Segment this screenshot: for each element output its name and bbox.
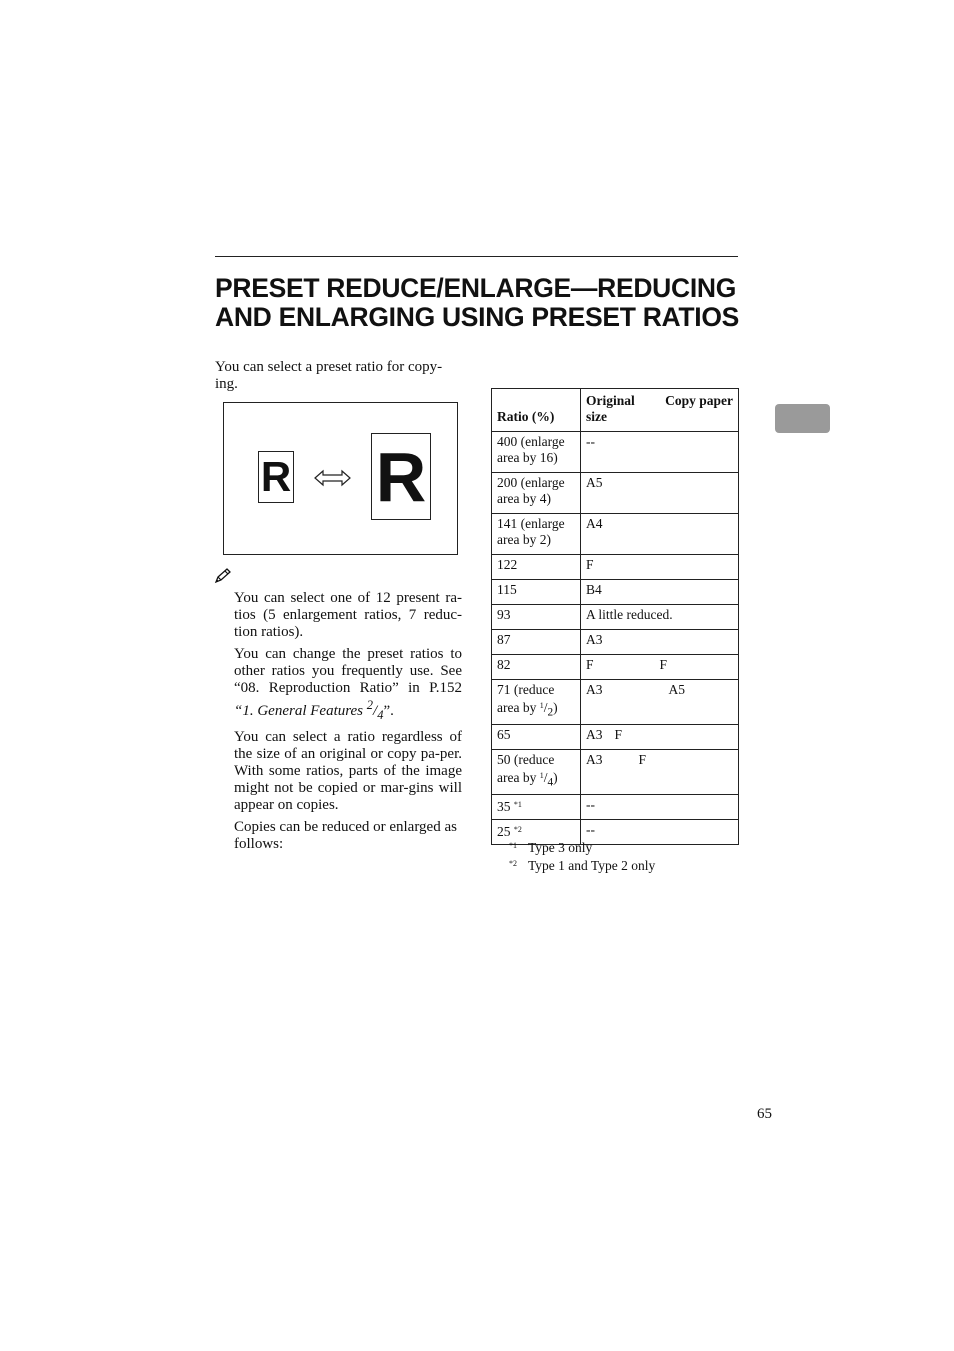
footnote-ref: *2	[513, 825, 522, 834]
page-title	[215, 274, 755, 332]
table-row	[492, 795, 739, 820]
footnote: $^{*2}$ Type 1 and Type 2 only	[509, 858, 656, 873]
top-rule	[215, 256, 738, 257]
size-cell: --	[581, 432, 739, 473]
chapter-tab-marker	[775, 404, 830, 433]
header-ratio: Ratio (%)	[492, 389, 581, 432]
small-r-letter: R	[258, 451, 294, 503]
table-row	[492, 473, 739, 514]
header-original: Original	[586, 393, 635, 408]
table-row	[492, 580, 739, 605]
size-cell: --	[581, 795, 739, 820]
size-cell: A3 F	[581, 725, 739, 750]
size-cell: A5	[581, 473, 739, 514]
title-line-1: PRESET REDUCE/ENLARGE—REDUCING	[215, 273, 737, 303]
table-row	[492, 725, 739, 750]
ratio-cell: 93	[492, 605, 581, 630]
ratio-cell: 122	[492, 555, 581, 580]
ratio-cell: 65	[492, 725, 581, 750]
size-cell: A3	[581, 630, 739, 655]
size-cell: --	[581, 820, 739, 845]
note-list	[234, 590, 462, 858]
ratio-cell: 25 $^{*2}$	[492, 820, 581, 845]
table-row	[492, 432, 739, 473]
size-cell: A3 F	[581, 750, 739, 795]
reference-title: “1. General Features $^2/_4$	[234, 698, 384, 722]
ratio-cell: 71 (reduce area by $^1/_2$)	[492, 680, 581, 725]
table-row	[492, 630, 739, 655]
large-r-letter: R	[371, 433, 431, 520]
header-size-label: size	[586, 409, 607, 424]
ratio-cell: 200 (enlarge area by 4)	[492, 473, 581, 514]
title-line-2: AND ENLARGING USING PRESET RATIOS	[215, 302, 740, 332]
table-row	[492, 750, 739, 795]
double-headed-arrow-icon	[314, 469, 351, 487]
ratio-table	[491, 388, 739, 845]
page-number: 65	[757, 1106, 772, 1122]
ratio-cell: 400 (enlarge area by 16)	[492, 432, 581, 473]
table-row	[492, 655, 739, 680]
table-row	[492, 555, 739, 580]
ratio-cell: 87	[492, 630, 581, 655]
ratio-cell: 141 (enlarge area by 2)	[492, 514, 581, 555]
table-header-row	[492, 389, 739, 432]
note-item-with-reference: You can change the preset ratios to other ratios you frequently use. See “08. Reproduction Ratio” in P.152 “1. General Features $^2/_4$”.	[234, 646, 462, 722]
footnote-ref: *1	[513, 800, 522, 809]
ratio-cell: 50 (reduce area by $^1/_4$)	[492, 750, 581, 795]
note-item: Copies can be reduced or enlarged as follows:	[234, 819, 457, 852]
footnote: $^{*1}$ Type 3 only	[509, 840, 593, 855]
ratio-cell: 35 $^{*1}$	[492, 795, 581, 820]
header-size	[581, 389, 739, 432]
ratio-cell: 115	[492, 580, 581, 605]
table-row	[492, 680, 739, 725]
size-cell: A little reduced.	[581, 605, 739, 630]
pencil-note-icon	[214, 568, 232, 584]
size-cell: A3 A5	[581, 680, 739, 725]
size-cell: A4	[581, 514, 739, 555]
size-cell: F F	[581, 655, 739, 680]
size-cell: F	[581, 555, 739, 580]
table-row	[492, 605, 739, 630]
note-item: You can select a ratio regardless of the size of an original or copy pa-per. With some ratios, parts of the image might not be copied or mar-gins will appear on copies.	[234, 729, 462, 813]
table-row	[492, 514, 739, 555]
ratio-cell: 82	[492, 655, 581, 680]
size-cell: B4	[581, 580, 739, 605]
note-item: You can select one of 12 present ra-tios (5 enlargement ratios, 7 reduc-tion ratios).	[234, 590, 462, 640]
header-copy-paper: Copy paper	[665, 393, 733, 408]
intro-text: You can select a preset ratio for copy-ing.	[215, 359, 443, 392]
